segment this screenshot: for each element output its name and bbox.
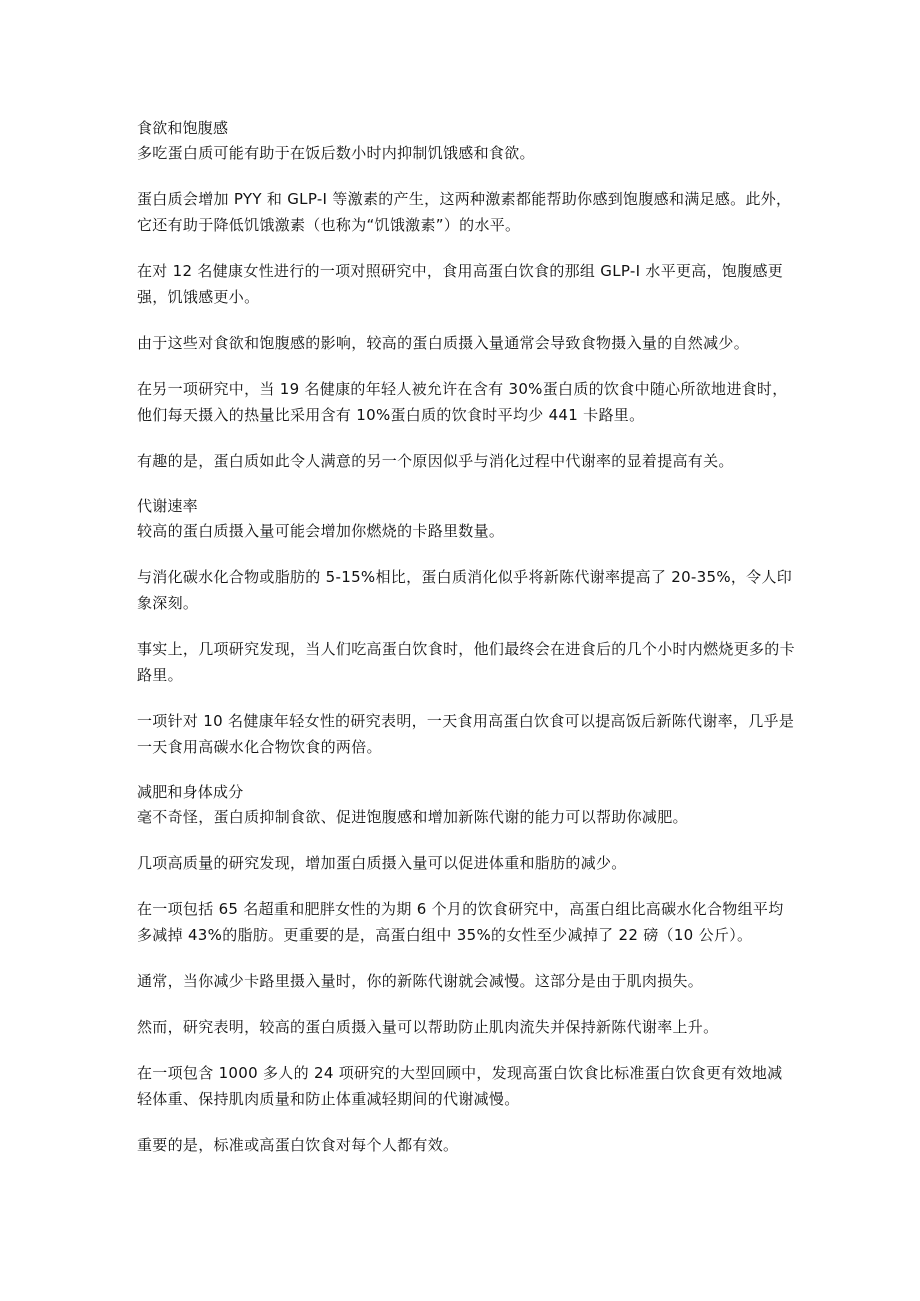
paragraph: 事实上，几项研究发现，当人们吃高蛋白饮食时，他们最终会在进食后的几个小时内燃烧更多的卡路里。 [137,640,795,684]
paragraph: 通常，当你减少卡路里摄入量时，你的新陈代谢就会减慢。这部分是由于肌肉损失。 [137,972,704,990]
paragraph: 由于这些对食欲和饱腹感的影响，较高的蛋白质摄入量通常会导致食物摄入量的自然减少。 [137,334,750,352]
paragraph: 在对 12 名健康女性进行的一项对照研究中，食用高蛋白饮食的那组 GLP-I 水平更高，饱腹感更强，饥饿感更小。 [137,262,784,306]
paragraph: 在一项包括 65 名超重和肥胖女性的为期 6 个月的饮食研究中，高蛋白组比高碳水化合物组平均多减掉 43%的脂肪。更重要的是，高蛋白组中 35%的女性至少减掉了 22 磅（10 公斤）。 [137,900,784,944]
paragraph: 几项高质量的研究发现，增加蛋白质摄入量可以促进体重和脂肪的减少。 [137,854,627,872]
section-heading-appetite: 食欲和饱腹感 [137,119,229,137]
paragraph: 毫不奇怪，蛋白质抑制食欲、促进饱腹感和增加新陈代谢的能力可以帮助你减肥。 [137,808,688,826]
paragraph: 在一项包含 1000 多人的 24 项研究的大型回顾中，发现高蛋白饮食比标准蛋白饮食更有效地减轻体重、保持肌肉质量和防止体重减轻期间的代谢减慢。 [137,1064,783,1108]
paragraph: 重要的是，标准或高蛋白饮食对每个人都有效。 [137,1136,459,1154]
paragraph: 有趣的是，蛋白质如此令人满意的另一个原因似乎与消化过程中代谢率的显着提高有关。 [137,452,734,470]
paragraph: 一项针对 10 名健康年轻女性的研究表明，一天食用高蛋白饮食可以提高饭后新陈代谢率，几乎是一天食用高碳水化合物饮食的两倍。 [137,712,795,756]
paragraph: 与消化碳水化合物或脂肪的 5-15%相比，蛋白质消化似乎将新陈代谢率提高了 20-35%，令人印象深刻。 [137,568,793,612]
paragraph: 在另一项研究中，当 19 名健康的年轻人被允许在含有 30%蛋白质的饮食中随心所欲地进食时，他们每天摄入的热量比采用含有 10%蛋白质的饮食时平均少 441 卡路里。 [137,380,788,424]
section-heading-weight-loss: 减肥和身体成分 [137,783,244,801]
paragraph: 多吃蛋白质可能有助于在饭后数小时内抑制饥饿感和食欲。 [137,144,535,162]
section-heading-metabolic-rate: 代谢速率 [137,497,198,515]
document-page [137,116,797,1178]
paragraph: 蛋白质会增加 PYY 和 GLP-I 等激素的产生，这两种激素都能帮助你感到饱腹感和满足感。此外，它还有助于降低饥饿激素（也称为“饥饿激素”）的水平。 [137,190,792,234]
paragraph: 较高的蛋白质摄入量可能会增加你燃烧的卡路里数量。 [137,522,505,540]
paragraph: 然而，研究表明，较高的蛋白质摄入量可以帮助防止肌肉流失并保持新陈代谢率上升。 [137,1018,719,1036]
